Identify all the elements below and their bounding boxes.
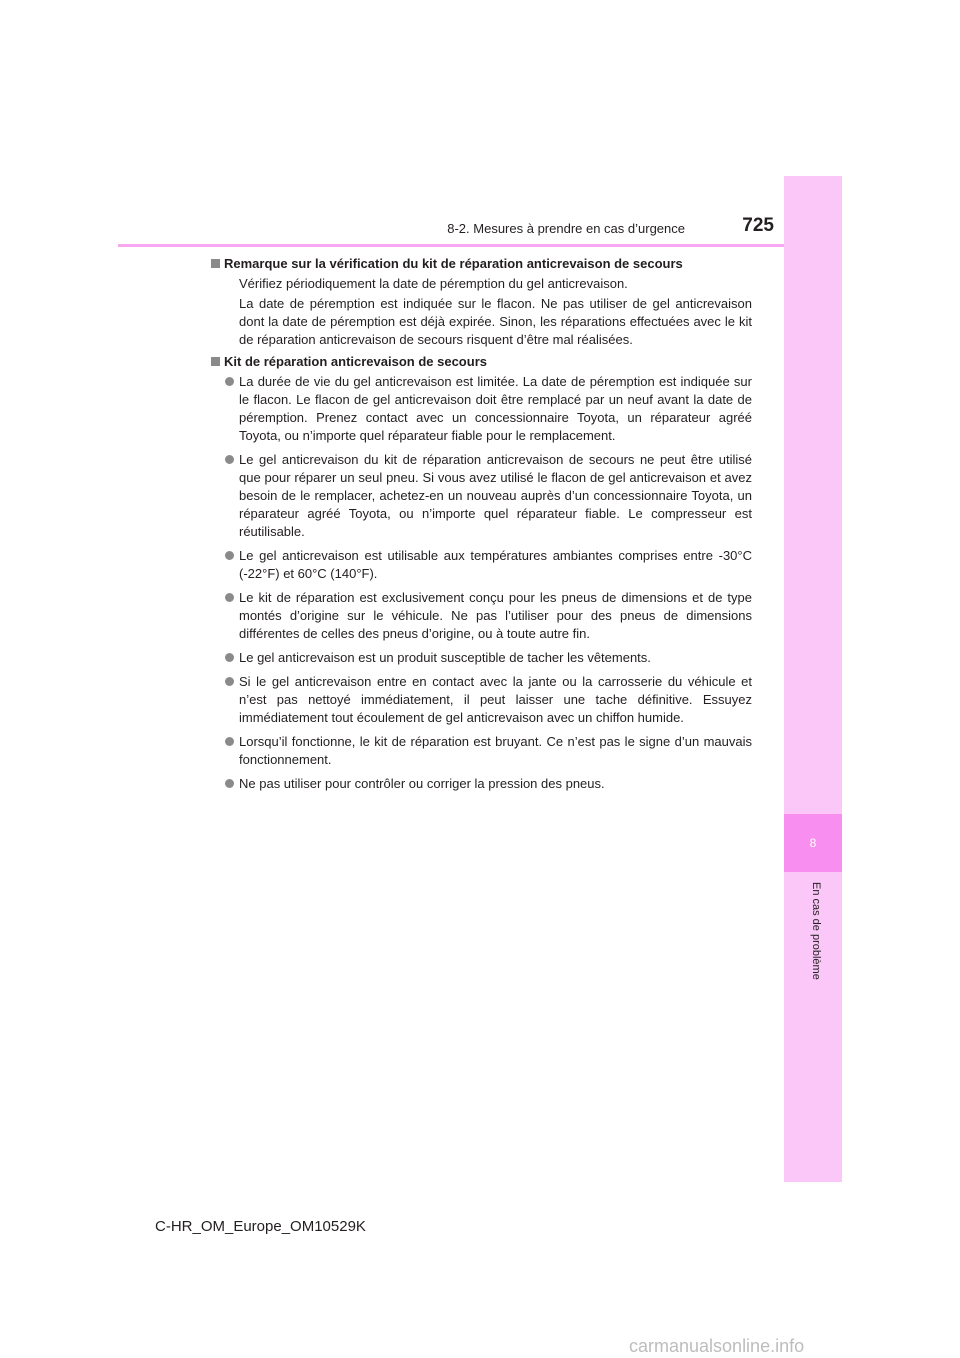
square-bullet-icon [211, 259, 220, 268]
chapter-number-tab [784, 814, 842, 872]
paragraph: Vérifiez périodiquement la date de péremption du gel anticrevaison. [239, 276, 628, 291]
section-heading [211, 353, 752, 371]
list-item-text: Si le gel anticrevaison entre en contact avec la jante ou la carrosserie du véhicule et n’est pas nettoyé immédiatement, il peut laisser une tache définitive. Essuyez immédiatement tout écoulement de gel anticrevaison avec un chiffon humide. [239, 674, 752, 725]
list-item [211, 733, 752, 769]
list-item [211, 451, 752, 541]
section-verification-note [211, 255, 752, 349]
circle-bullet-icon [225, 551, 234, 560]
list-item-text: Le gel anticrevaison du kit de réparation anticrevaison de secours ne peut être utilisé que pour réparer un seul pneu. Si vous avez utilisé le flacon de gel anticrevaison et avez besoin de le remplacer, achetez-en un nouveau auprès d’un concessionnaire Toyota, un réparateur agréé Toyota, ou n’importe quel réparateur fiable. Le compresseur est réutilisable. [239, 452, 752, 539]
list-item-text: Le gel anticrevaison est utilisable aux températures ambiantes comprises entre -30°C (-22°F) et 60°C (140°F). [239, 548, 752, 581]
list-item [211, 589, 752, 643]
list-item-text: La durée de vie du gel anticrevaison est limitée. La date de péremption est indiquée sur le flacon. Le flacon de gel anticrevaison doit être remplacé par un neuf avant la date de péremption. Prenez contact avec un concessionnaire Toyota, un réparateur agréé Toyota, ou n’importe quel réparateur fiable pour le remplacement. [239, 374, 752, 443]
circle-bullet-icon [225, 653, 234, 662]
circle-bullet-icon [225, 455, 234, 464]
page-content [211, 255, 752, 799]
square-bullet-icon [211, 357, 220, 366]
list-item-text: Le kit de réparation est exclusivement conçu pour les pneus de dimensions et de type montés d’origine sur le véhicule. Ne pas l’utiliser pour des pneus de dimensions différentes de celles des pneus d’origine, ou à toute autre fin. [239, 590, 752, 641]
section-heading-text: Remarque sur la vérification du kit de réparation anticrevaison de secours [224, 256, 683, 271]
section-repair-kit [211, 353, 752, 793]
list-item [211, 775, 752, 793]
section-heading [211, 255, 752, 273]
list-item-text: Lorsqu’il fonctionne, le kit de réparation est bruyant. Ce n’est pas le signe d’un mauvais fonctionnement. [239, 734, 752, 767]
circle-bullet-icon [225, 377, 234, 386]
list-item-text: Ne pas utiliser pour contrôler ou corriger la pression des pneus. [239, 776, 605, 791]
list-item [211, 649, 752, 667]
chapter-side-tab [784, 176, 842, 1182]
list-item-text: Le gel anticrevaison est un produit susceptible de tacher les vêtements. [239, 650, 651, 665]
chapter-title: En cas de problème [810, 882, 822, 980]
circle-bullet-icon [225, 737, 234, 746]
circle-bullet-icon [225, 593, 234, 602]
paragraph: La date de péremption est indiquée sur le flacon. Ne pas utiliser de gel anticrevaison dont la date de péremption est déjà expirée. Sinon, les réparations effectuées avec le kit de réparation anticrevaison de secours risquent d’être mal réalisées. [239, 296, 752, 347]
header-section-title: 8-2. Mesures à prendre en cas d’urgence [447, 221, 685, 236]
bullet-list [211, 373, 752, 793]
section-heading-text: Kit de réparation anticrevaison de secours [224, 354, 487, 369]
document-code: C-HR_OM_Europe_OM10529K [155, 1218, 366, 1235]
list-item [211, 373, 752, 445]
header-divider [118, 244, 841, 247]
list-item [211, 547, 752, 583]
circle-bullet-icon [225, 677, 234, 686]
page-number: 725 [742, 215, 774, 236]
watermark-link[interactable]: carmanualsonline.info [629, 1336, 805, 1356]
circle-bullet-icon [225, 779, 234, 788]
list-item [211, 673, 752, 727]
chapter-number: 8 [809, 836, 817, 850]
